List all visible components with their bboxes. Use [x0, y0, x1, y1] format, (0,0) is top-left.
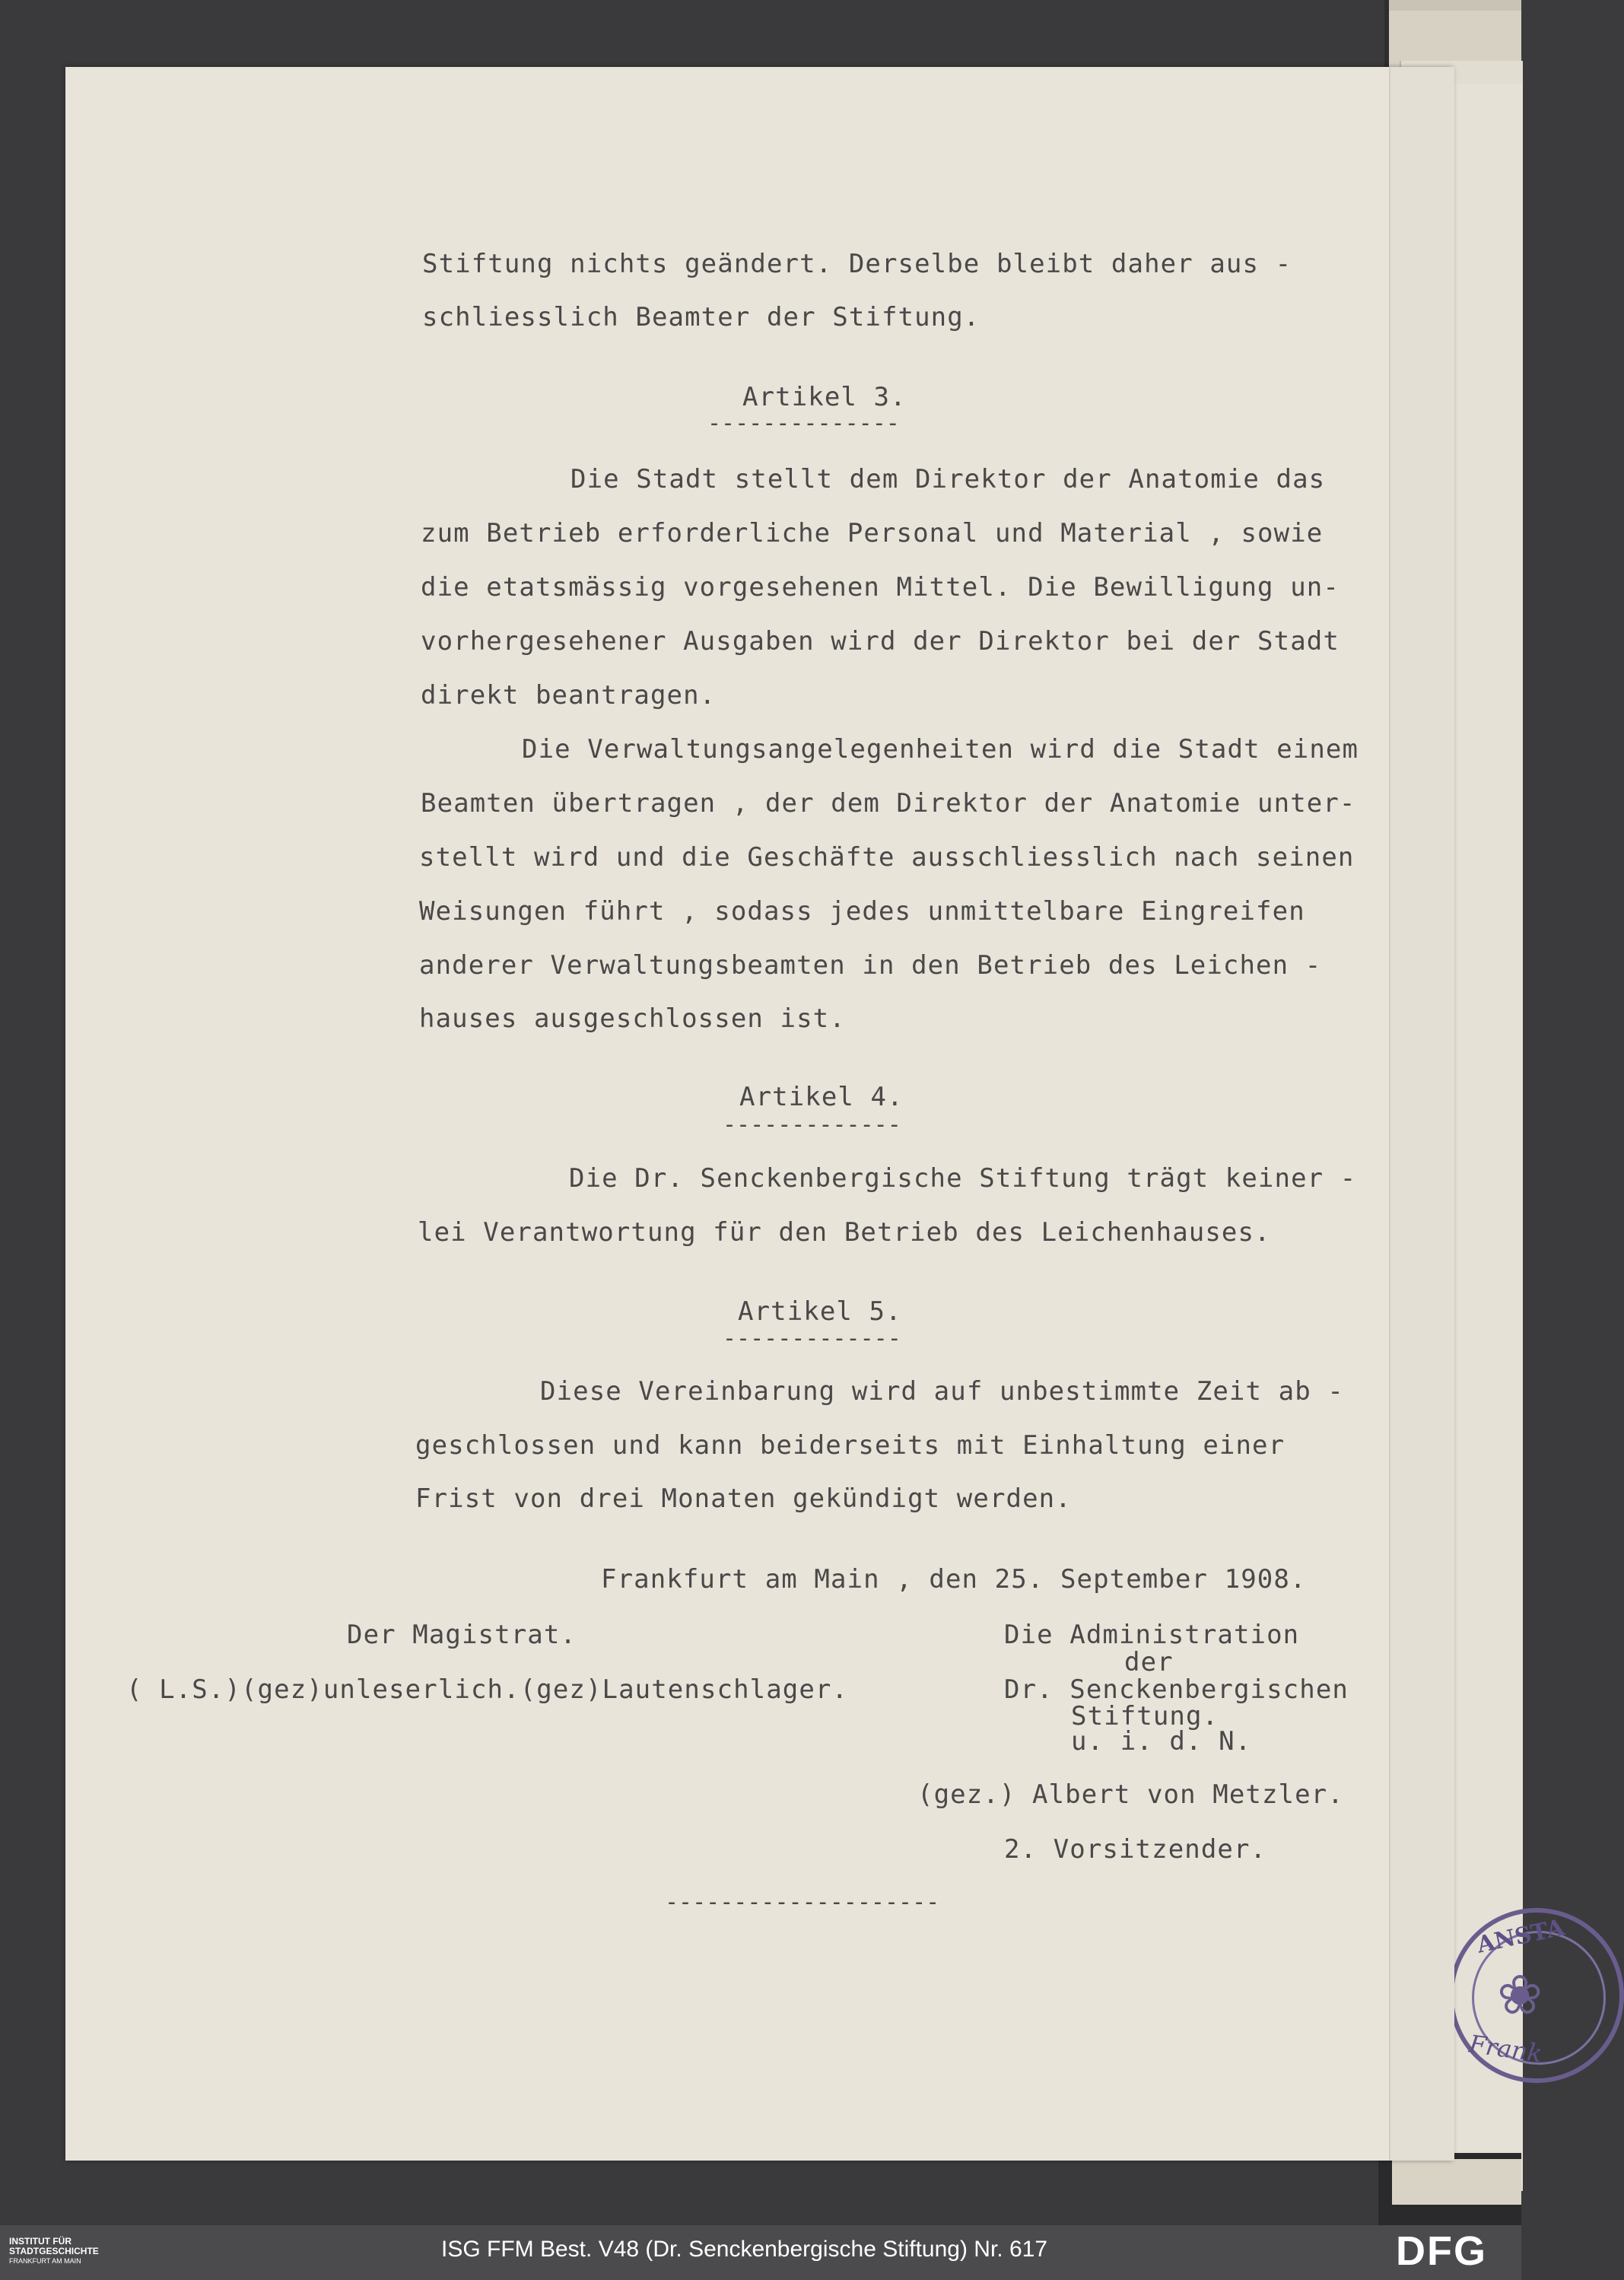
signatory-administration: Dr. Senckenbergischen — [1004, 1674, 1349, 1705]
institution-line-3: FRANKFURT AM MAIN — [9, 2257, 81, 2265]
signatory-magistrat: Der Magistrat. — [347, 1620, 577, 1650]
text-line: Stiftung nichts geändert. Derselbe bleibt daher aus - — [422, 249, 1292, 279]
text-line: vorhergesehener Ausgaben wird der Direktor bei der Stadt — [421, 626, 1340, 657]
official-stamp — [1449, 1908, 1624, 2083]
text-line: hauses ausgeschlossen ist. — [419, 1003, 846, 1034]
heading-article-3: Artikel 3. — [742, 382, 907, 412]
text-line: die etatsmässig vorgesehenen Mittel. Die Bewilligung un- — [421, 572, 1340, 603]
text-line: Diese Vereinbarung wird auf unbestimmte Zeit ab - — [540, 1376, 1344, 1407]
text-line: Beamten übertragen , der dem Direktor der Anatomie unter- — [421, 788, 1356, 819]
end-rule: -------------------- — [665, 1889, 940, 1916]
archive-caption: ISG FFM Best. V48 (Dr. Senckenbergische Stiftung) Nr. 617 — [441, 2237, 1048, 2262]
date-line: Frankfurt am Main , den 25. September 1908. — [601, 1564, 1307, 1595]
dfg-logo: DFG — [1396, 2228, 1487, 2274]
signatory-administration: der — [1124, 1647, 1174, 1677]
institution-line-1: INSTITUT FÜR — [9, 2236, 72, 2247]
text-line: direkt beantragen. — [421, 680, 717, 711]
heading-article-4: Artikel 4. — [739, 1082, 904, 1112]
heading-underline: ------------- — [723, 1325, 901, 1352]
text-line: schliesslich Beamter der Stiftung. — [422, 302, 980, 332]
signatory-administration: Die Administration — [1004, 1620, 1300, 1650]
text-line: stellt wird und die Geschäfte ausschliesslich nach seinen — [419, 842, 1355, 873]
eagle-icon: ❀ — [1499, 1951, 1541, 2030]
stamp-text-top: ANSTA — [1474, 1914, 1567, 1959]
text-line: Weisungen führt , sodass jedes unmittelbare Eingreifen — [419, 896, 1305, 927]
institution-line-2: STADTGESCHICHTE — [9, 2246, 99, 2256]
text-line: Frist von drei Monaten gekündigt werden. — [415, 1483, 1072, 1514]
stamp-text-bottom: Frank — [1467, 2029, 1544, 2069]
signature-metzler: (gez.) Albert von Metzler. — [917, 1779, 1344, 1810]
signature-magistrat: ( L.S.)(gez)unleserlich.(gez)Lautenschlager. — [126, 1674, 849, 1705]
text-line: lei Verantwortung für den Betrieb des Leichenhauses. — [418, 1217, 1271, 1248]
signatory-administration: u. i. d. N. — [1071, 1726, 1252, 1757]
page-right-edge — [1389, 67, 1454, 2161]
heading-article-5: Artikel 5. — [738, 1296, 902, 1327]
signatory-role: 2. Vorsitzender. — [1004, 1834, 1267, 1865]
signatory-administration: Stiftung. — [1071, 1701, 1219, 1731]
text-line: Die Verwaltungsangelegenheiten wird die Stadt einem — [522, 734, 1359, 765]
heading-underline: ------------- — [723, 1111, 901, 1138]
underlying-page-3 — [1453, 84, 1523, 2183]
underlying-page-bottom — [1392, 2159, 1521, 2205]
institution-logo — [9, 2237, 99, 2266]
heading-underline: -------------- — [707, 410, 900, 437]
text-line: Die Stadt stellt dem Direktor der Anatomie das — [570, 464, 1326, 494]
text-line: anderer Verwaltungsbeamten in den Betrieb des Leichen - — [419, 950, 1322, 981]
text-line: geschlossen und kann beiderseits mit Einhaltung einer — [415, 1430, 1286, 1461]
text-line: zum Betrieb erforderliche Personal und Material , sowie — [421, 518, 1324, 549]
text-line: Die Dr. Senckenbergische Stiftung trägt keiner - — [569, 1163, 1357, 1194]
